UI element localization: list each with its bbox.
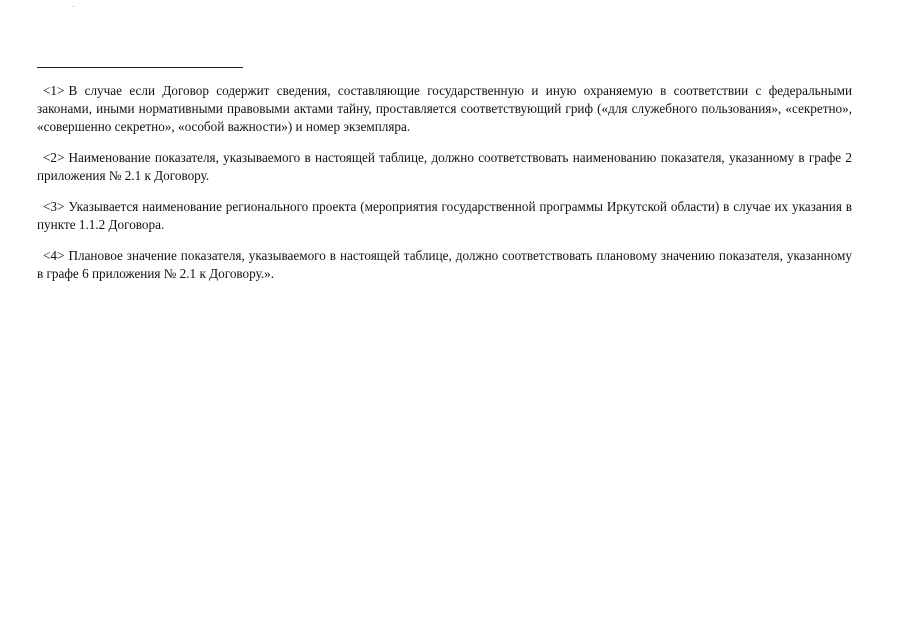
footnote-1 bbox=[37, 82, 852, 136]
footnote-4-marker: <4> bbox=[43, 248, 65, 263]
footnote-3-text: Указывается наименование регионального проекта (мероприятия государственной программы Иркутской области) в случае их указания в пункте 1.1.2 Договора. bbox=[37, 199, 852, 232]
footnote-1-marker: <1> bbox=[43, 83, 65, 98]
footnote-3 bbox=[37, 198, 852, 234]
footnote-2-text: Наименование показателя, указываемого в настоящей таблице, должно соответствовать наименованию показателя, указанному в графе 2 приложения № 2.1 к Договору. bbox=[37, 150, 852, 183]
footnotes-section bbox=[37, 82, 852, 296]
footnote-2-marker: <2> bbox=[43, 150, 65, 165]
footnote-2 bbox=[37, 149, 852, 185]
footnote-3-marker: <3> bbox=[43, 199, 65, 214]
footnote-1-text: В случае если Договор содержит сведения, составляющие государственную и иную охраняемую в соответствии с федеральными законами, иными нормативными правовыми актами тайну, проставляется соответствующий гриф («для служебного пользования», «секретно», «совершенно секретно», «особой важности») и номер экземпляра. bbox=[37, 83, 852, 134]
footnote-4-text: Плановое значение показателя, указываемого в настоящей таблице, должно соответствовать плановому значению показателя, указанному в графе 6 приложения № 2.1 к Договору.». bbox=[37, 248, 852, 281]
footnote-4 bbox=[37, 247, 852, 283]
footnote-separator bbox=[37, 67, 243, 68]
scan-speck bbox=[73, 6, 74, 7]
